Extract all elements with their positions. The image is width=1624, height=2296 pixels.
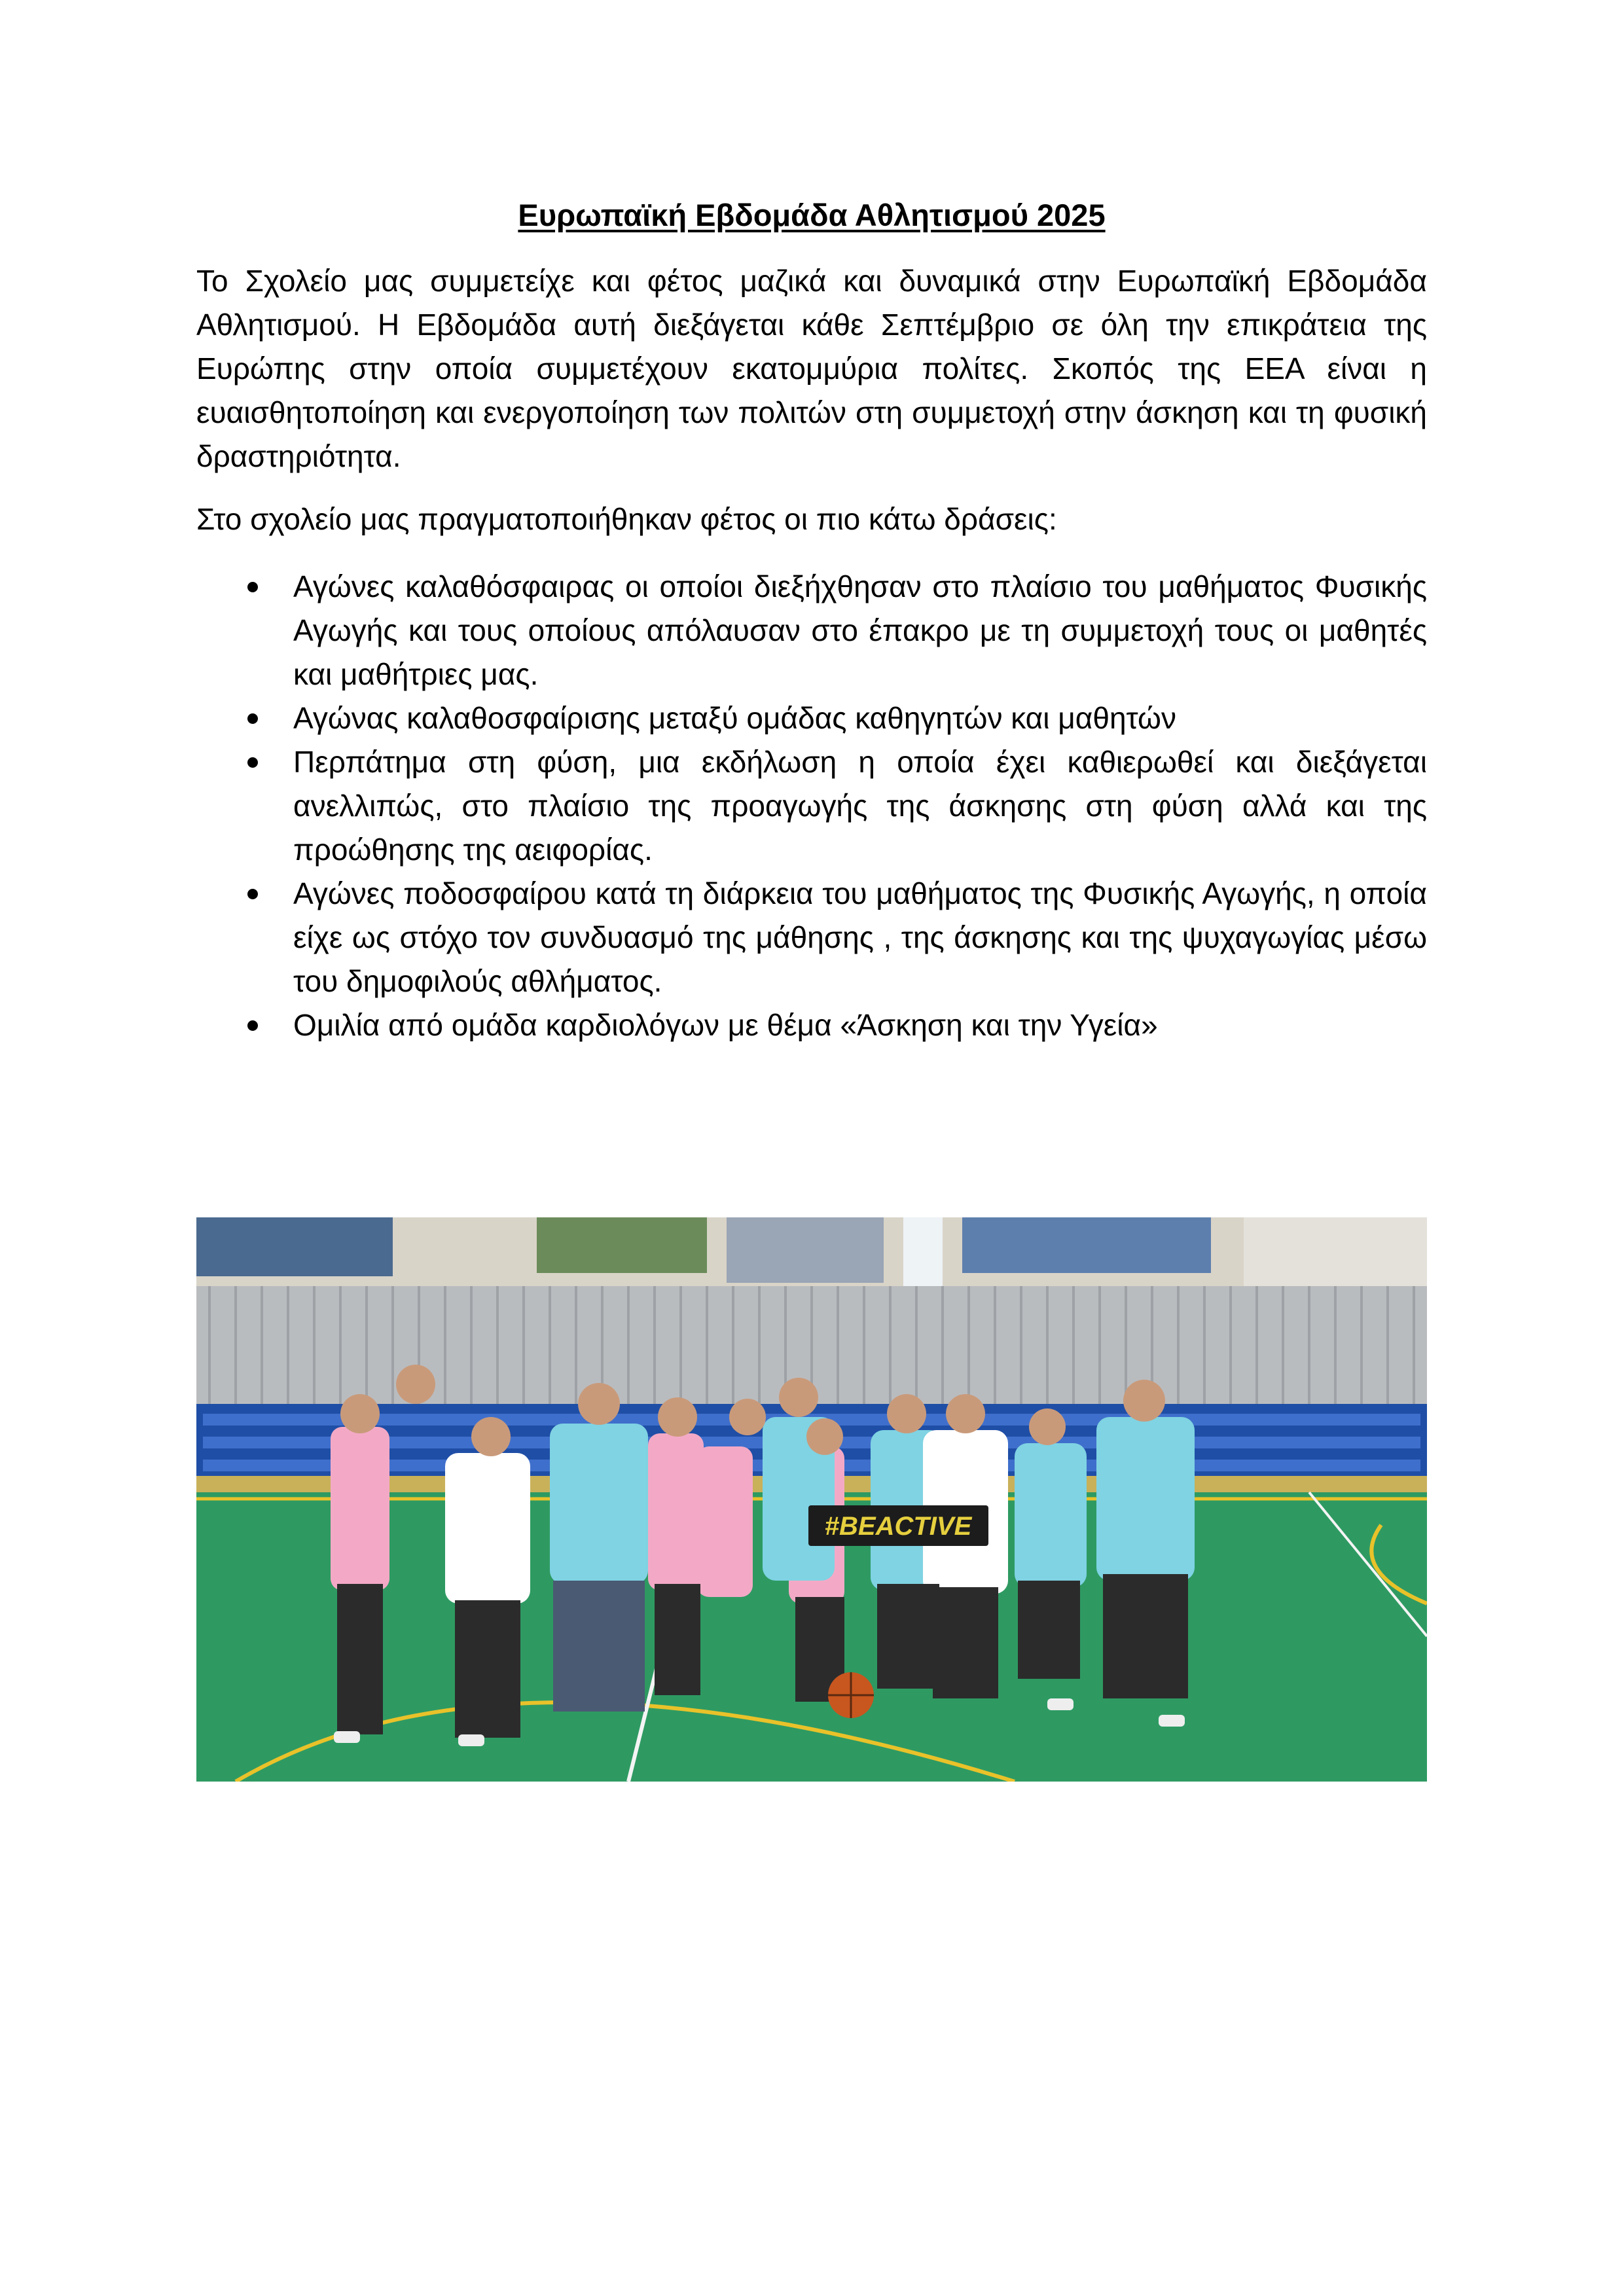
svg-text:#BEACTIVE: #BEACTIVE bbox=[824, 1512, 972, 1541]
list-item: Περπάτημα στη φύση, μια εκδήλωση η οποία έχει καθιερωθεί και διεξάγεται ανελλιπώς, στο πλαίσιο της προαγωγής της άσκησης στη φύση αλλά και της προώθησης της αειφορίας. bbox=[196, 740, 1427, 872]
group-photo bbox=[196, 1217, 1427, 1782]
activities-intro: Στο σχολείο μας πραγματοποιήθηκαν φέτος οι πιο κάτω δράσεις: bbox=[196, 502, 1057, 536]
bullet-icon bbox=[247, 713, 258, 724]
wall-poster bbox=[537, 1217, 707, 1273]
list-item: Αγώνας καλαθοσφαίρισης μεταξύ ομάδας καθηγητών και μαθητών bbox=[196, 696, 1427, 740]
wall-poster bbox=[196, 1217, 393, 1276]
wall-poster bbox=[727, 1217, 884, 1283]
bullet-icon bbox=[247, 889, 258, 899]
list-item: Αγώνες καλαθόσφαιρας οι οποίοι διεξήχθησαν στο πλαίσιο του μαθήματος Φυσικής Αγωγής και τους οποίους απόλαυσαν στο έπακρο με τη συμμετοχή τους οι μαθητές και μαθήτριες μας. bbox=[196, 565, 1427, 696]
window bbox=[903, 1217, 943, 1289]
document-title: Ευρωπαϊκή Εβδομάδα Αθλητισμού 2025 bbox=[518, 198, 1106, 232]
bullet-icon bbox=[247, 1020, 258, 1031]
list-item: Αγώνες ποδοσφαίρου κατά τη διάρκεια του μαθήματος της Φυσικής Αγωγής, η οποία είχε ως στόχο τον συνδυασμό της μάθησης , της άσκησης και της ψυχαγωγίας μέσω του δημοφιλούς αθλήματος. bbox=[196, 872, 1427, 1003]
intro-paragraph: Το Σχολείο μας συμμετείχε και φέτος μαζικά και δυναμικά στην Ευρωπαϊκή Εβδομάδα Αθλητισμού. Η Εβδομάδα αυτή διεξάγεται κάθε Σεπτέμβριο σε όλη την επικράτεια της Ευρώπης στην οποία συμμετέχουν εκατομμύρια πολίτες. Σκοπός της ΕΕΑ είναι η ευαισθητοποίηση και ενεργοποίηση των πολιτών στη συμμετοχή στην άσκηση και τη φυσική δραστηριότητα. bbox=[196, 264, 1427, 473]
bullet-icon bbox=[247, 757, 258, 768]
bullet-icon bbox=[247, 582, 258, 592]
list-item: Ομιλία από ομάδα καρδιολόγων με θέμα «Άσκηση και την Υγεία» bbox=[196, 1003, 1427, 1047]
wall-poster bbox=[962, 1217, 1211, 1273]
beactive-banner bbox=[808, 1505, 988, 1546]
activities-list bbox=[196, 565, 1427, 1047]
